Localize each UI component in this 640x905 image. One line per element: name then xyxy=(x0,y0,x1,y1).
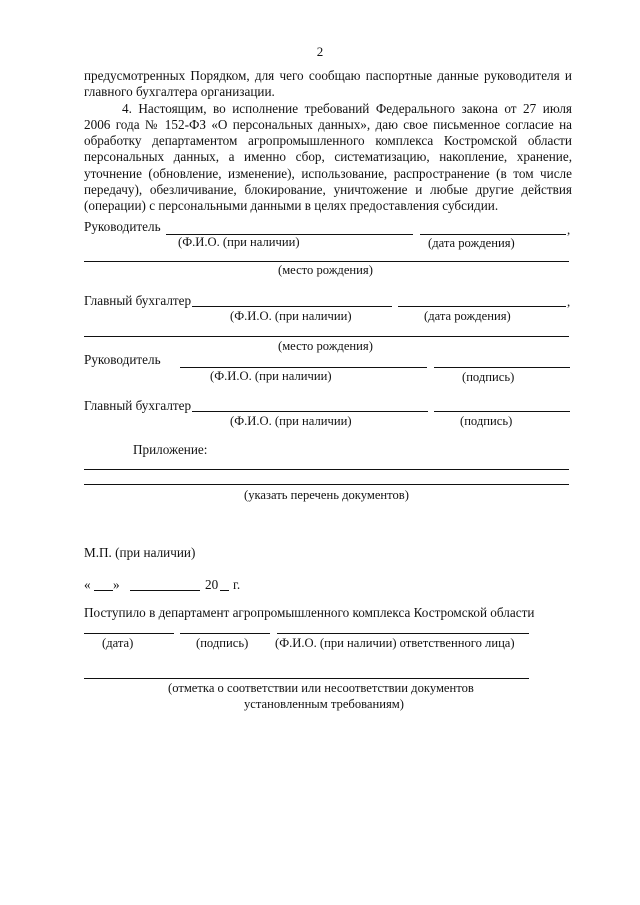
comma: , xyxy=(567,294,571,309)
appendix-label: Приложение: xyxy=(133,442,208,457)
director-signature-caption: (подпись) xyxy=(462,370,515,384)
received-date-field[interactable] xyxy=(84,633,174,634)
accountant-birthplace-caption: (место рождения) xyxy=(278,339,373,353)
director-fio-caption: (Ф.И.О. (при наличии) xyxy=(178,235,300,249)
consent-text xyxy=(84,68,572,215)
accountant-sign-fio-caption: (Ф.И.О. (при наличии) xyxy=(230,414,352,428)
accountant-signature-caption: (подпись) xyxy=(460,414,513,428)
page-number: 2 xyxy=(316,44,324,59)
paragraph-item-4: 4. Настоящим, во исполнение требований Федерального закона от 27 июля 2006 года № 152-ФЗ «О персональных данных», даю свое письменное согласие на обработку департаментом агропромышленного комплекса Костромской области персональных данных, а именно сбор, систематизацию, накопление, хранение, уточнение (обновление, изменение), использование, распространение (в том числе передачу), обезличивание, блокирование, уничтожение и любые другие действия (операции) с персональными данными в целях предоставления субсидии. xyxy=(84,100,572,214)
stamp-label: М.П. (при наличии) xyxy=(84,545,196,560)
accountant-signature-field[interactable] xyxy=(434,411,570,412)
received-signature-caption: (подпись) xyxy=(196,636,249,650)
director-dob-caption: (дата рождения) xyxy=(428,236,515,250)
director-sign-fio-caption: (Ф.И.О. (при наличии) xyxy=(210,369,332,383)
director-sign-fio-field[interactable] xyxy=(180,367,427,368)
compliance-caption-line-2: установленным требованиям) xyxy=(244,697,404,711)
received-signature-field[interactable] xyxy=(180,633,270,634)
compliance-field[interactable] xyxy=(84,678,529,679)
received-text: Поступило в департамент агропромышленного комплекса Костромской области xyxy=(84,605,535,620)
director-birthplace-caption: (место рождения) xyxy=(278,263,373,277)
accountant-birthplace-field[interactable] xyxy=(84,336,569,337)
director-label: Руководитель xyxy=(84,219,161,234)
director-signature-field[interactable] xyxy=(434,367,570,368)
received-fio-field[interactable] xyxy=(277,633,529,634)
accountant-label: Главный бухгалтер xyxy=(84,293,192,308)
accountant-dob-caption: (дата рождения) xyxy=(424,309,511,323)
date-close-quote: » xyxy=(113,577,120,592)
appendix-line-1[interactable] xyxy=(84,469,569,470)
director-sign-label: Руководитель xyxy=(84,352,161,367)
accountant-dob-field[interactable] xyxy=(398,306,566,307)
appendix-line-2[interactable] xyxy=(84,484,569,485)
director-dob-field[interactable] xyxy=(420,234,566,235)
date-month-field[interactable] xyxy=(130,590,200,591)
paragraph-continuation: предусмотренных Порядком, для чего сообщаю паспортные данные руководителя и главного бухгалтера организации. xyxy=(84,68,572,100)
date-year-prefix: 20 xyxy=(205,577,219,592)
director-birthplace-field[interactable] xyxy=(84,261,569,262)
accountant-fio-caption: (Ф.И.О. (при наличии) xyxy=(230,309,352,323)
appendix-caption: (указать перечень документов) xyxy=(244,488,409,502)
received-date-caption: (дата) xyxy=(102,636,134,650)
accountant-sign-fio-field[interactable] xyxy=(192,411,428,412)
comma: , xyxy=(567,222,571,237)
accountant-fio-field[interactable] xyxy=(192,306,392,307)
date-year-field[interactable] xyxy=(220,590,229,591)
compliance-caption-line-1: (отметка о соответствии или несоответствии документов xyxy=(168,681,474,695)
date-year-suffix: г. xyxy=(233,577,241,592)
date-day-field[interactable] xyxy=(94,590,113,591)
accountant-sign-label: Главный бухгалтер xyxy=(84,398,192,413)
received-fio-caption: (Ф.И.О. (при наличии) ответственного лица) xyxy=(275,636,515,650)
date-open-quote: « xyxy=(84,577,91,592)
